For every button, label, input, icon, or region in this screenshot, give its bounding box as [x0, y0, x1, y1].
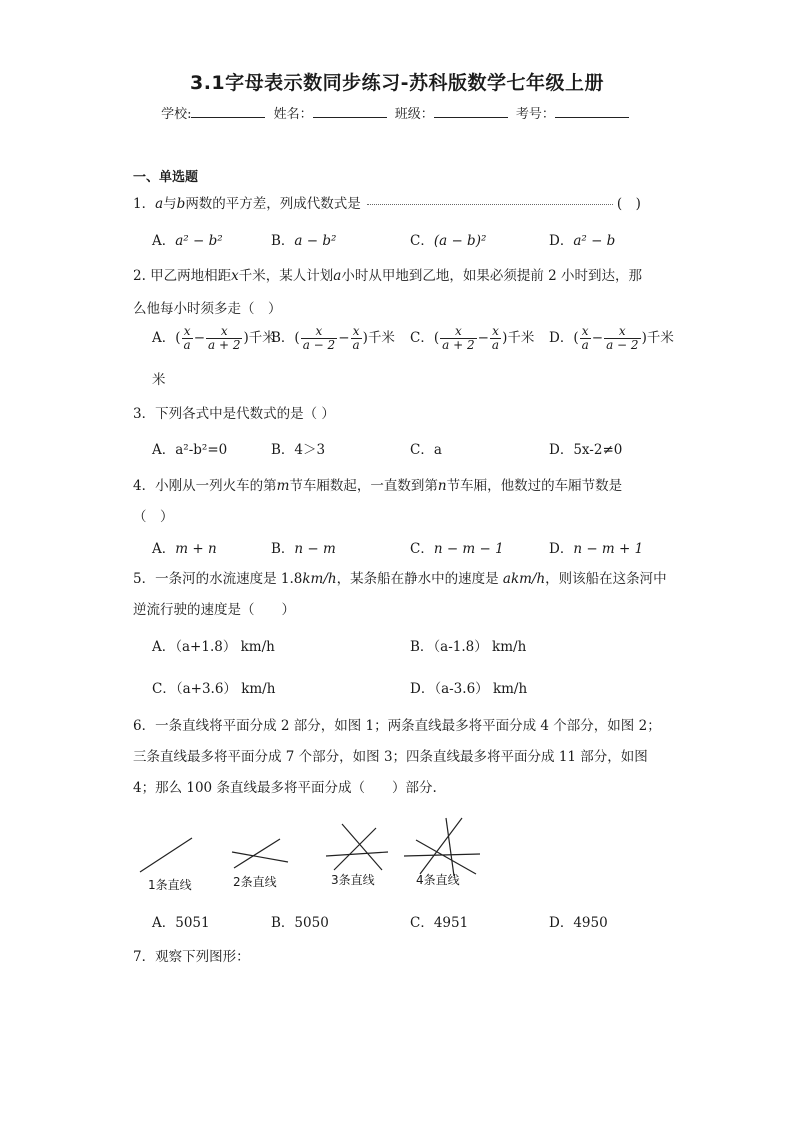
fraction: $\frac{x}{a}$	[352, 324, 360, 352]
q6-option-d[interactable]: D．4950	[549, 915, 608, 931]
q4-option-c-letter: C．	[410, 541, 434, 557]
name-label: 姓名：	[273, 107, 313, 122]
question-1	[133, 192, 641, 212]
q3-option-c[interactable]: C．a	[410, 442, 442, 458]
name-blank[interactable]	[313, 105, 387, 118]
q3-option-d[interactable]: D．5x-2≠0	[549, 442, 623, 458]
q4-option-c[interactable]	[410, 537, 504, 557]
q1-option-a[interactable]	[152, 229, 223, 249]
q1-option-b[interactable]	[271, 229, 336, 249]
q5-line-2: 逆流行驶的速度是（ ）	[133, 602, 295, 618]
q3-option-a[interactable]: A．a²-b²=0	[152, 442, 228, 458]
q1-text-mid: 与	[163, 196, 177, 212]
q2-option-d[interactable]: D．( $\frac{x}{a}$ − $\frac{x}{a - 2}$ )千米	[549, 324, 674, 352]
q2-var-x: x	[231, 268, 239, 284]
q6-option-c[interactable]: C．4951	[410, 915, 469, 931]
q1-option-d[interactable]	[549, 229, 615, 249]
q6-line-1: 6．一条直线将平面分成 2 部分，如图 1；两条直线最多将平面分成 4 个部分，如图 2；	[133, 718, 661, 734]
q1-option-a-expr: a² − b²	[175, 233, 223, 249]
q1-option-d-expr: a² − b	[573, 233, 616, 249]
fraction: $\frac{x}{a - 2}$	[606, 324, 639, 352]
q4-option-d-expr: n − m + 1	[573, 541, 644, 557]
q4-option-b-letter: B．	[271, 541, 295, 557]
q4-option-a[interactable]	[152, 537, 217, 557]
fraction: $\frac{x}{a + 2}$	[208, 324, 241, 352]
q2-unit-wrap: 米	[152, 372, 166, 388]
fig1-label: 1条直线	[148, 878, 192, 892]
school-blank[interactable]	[191, 105, 265, 118]
q5-text-3: ，则该船在这条河中	[545, 571, 667, 587]
fig3-label: 3条直线	[331, 873, 375, 887]
fig3-line-2	[342, 824, 382, 870]
exam-no-label: 考号：	[515, 107, 555, 122]
class-label: 班级：	[394, 107, 434, 122]
q1-text: 两数的平方差，列成代数式是	[185, 196, 361, 212]
q4-option-a-letter: A．	[152, 541, 176, 557]
q5-option-a[interactable]: A．（a+1.8） km/h	[152, 639, 275, 655]
q2-line-2: 么他每小时须多走（ ）	[133, 301, 282, 317]
q1-var-a: a	[155, 196, 164, 212]
q5-line-1	[133, 567, 667, 587]
q4-line-2: （ ）	[133, 509, 174, 525]
q4-var-m: m	[276, 478, 290, 494]
question-3: 3．下列各式中是代数式的是（ ）	[133, 406, 335, 422]
q2-text-2: 千米，某人计划	[238, 268, 334, 284]
q4-var-n: n	[437, 478, 447, 494]
q2-var-a: a	[333, 268, 342, 284]
fraction: $\frac{x}{a + 2}$	[442, 324, 475, 352]
q4-option-d-letter: D．	[549, 541, 574, 557]
q4-text-1: 4．小刚从一列火车的第	[133, 478, 277, 494]
fig4-label: 4条直线	[416, 873, 460, 887]
q1-option-c-letter: C．	[410, 233, 434, 249]
question-7: 7．观察下列图形：	[133, 949, 250, 965]
unit-label: 千米	[646, 330, 674, 346]
q6-option-b[interactable]: B．5050	[271, 915, 329, 931]
unit-label: 千米	[507, 330, 535, 346]
unit-label: 千米	[248, 330, 276, 346]
q4-line-1	[133, 474, 622, 494]
q5-option-b[interactable]: B．（a-1.8） km/h	[410, 639, 527, 655]
fraction: $\frac{x}{a}$	[581, 324, 589, 352]
unit-label: 千米	[367, 330, 395, 346]
section-heading: 一、单选题	[133, 170, 199, 185]
q1-option-c[interactable]	[410, 229, 486, 249]
q6-option-a[interactable]: A．5051	[152, 915, 210, 931]
q4-option-a-expr: m + n	[175, 541, 217, 557]
q2-option-c-letter: C．	[410, 330, 434, 346]
fig4-line-4	[446, 818, 454, 876]
q4-option-d[interactable]	[549, 537, 643, 557]
q1-var-b: b	[176, 196, 186, 212]
q1-option-a-letter: A．	[152, 233, 176, 249]
q1-option-c-expr: (a − b)²	[433, 233, 487, 249]
q2-text-1: 2. 甲乙两地相距	[133, 268, 232, 284]
fraction: $\frac{x}{a}$	[491, 324, 500, 352]
q2-option-a[interactable]: A．( $\frac{x}{a}$ − $\frac{x}{a + 2}$ )千米	[152, 324, 276, 352]
fig1-line-1	[140, 838, 192, 872]
q1-dotted-leader	[367, 204, 613, 205]
q4-text-2: 节车厢数起，一直数到第	[289, 478, 438, 494]
student-info-row	[0, 103, 794, 122]
fig3-line-1	[326, 852, 388, 856]
q4-option-c-expr: n − m − 1	[433, 541, 504, 557]
q5-option-c[interactable]: C．（a+3.6） km/h	[152, 681, 276, 697]
page-title: 3.1字母表示数同步练习-苏科版数学七年级上册	[189, 72, 605, 94]
q5-unit-kmh: km/h	[302, 571, 337, 587]
q2-option-c[interactable]: C．( $\frac{x}{a + 2}$ − $\frac{x}{a}$ )千米	[410, 324, 535, 352]
q6-line-3: 4；那么 100 条直线最多将平面分成（ ）部分.	[133, 780, 437, 796]
q4-text-3: 节车厢，他数过的车厢节数是	[446, 478, 623, 494]
q2-option-b-letter: B．	[271, 330, 295, 346]
q2-text-3: 小时从甲地到乙地，如果必须提前 2 小时到达，那	[341, 268, 643, 284]
q5-option-d[interactable]: D．（a-3.6） km/h	[410, 681, 528, 697]
q2-option-a-letter: A．	[152, 330, 176, 346]
q2-option-d-letter: D．	[549, 330, 574, 346]
q2-line-1	[133, 264, 642, 284]
q4-option-b[interactable]	[271, 537, 336, 557]
q5-text-2: ，某条船在静水中的速度是	[336, 571, 503, 587]
q6-line-2: 三条直线最多将平面分成 7 个部分，如图 3；四条直线最多将平面分成 11 部分，如图	[133, 749, 648, 765]
fraction: $\frac{x}{a}$	[183, 324, 191, 352]
q1-option-d-letter: D．	[549, 233, 574, 249]
fraction: $\frac{x}{a - 2}$	[302, 324, 336, 352]
class-blank[interactable]	[434, 105, 508, 118]
fig4-line-2	[416, 840, 476, 874]
fig2-line-1	[232, 852, 288, 862]
q1-option-b-letter: B．	[271, 233, 295, 249]
fig2-label: 2条直线	[233, 875, 277, 889]
q4-option-b-expr: n − m	[294, 541, 336, 557]
fig3-line-3	[334, 828, 376, 870]
q1-answer-paren: ( )	[616, 196, 641, 212]
q5-unit-akmh: akm/h	[502, 571, 546, 587]
q1-number: 1．	[133, 196, 156, 212]
q2-option-b[interactable]: B．( $\frac{x}{a - 2}$ − $\frac{x}{a}$ )千米	[271, 324, 395, 352]
q5-text-1: 5．一条河的水流速度是 1.8	[133, 571, 303, 587]
school-label: 学校:	[161, 107, 192, 122]
q3-option-b[interactable]: B．4＞3	[271, 442, 326, 458]
q1-option-b-expr: a − b²	[294, 233, 337, 249]
exam-no-blank[interactable]	[555, 105, 629, 118]
